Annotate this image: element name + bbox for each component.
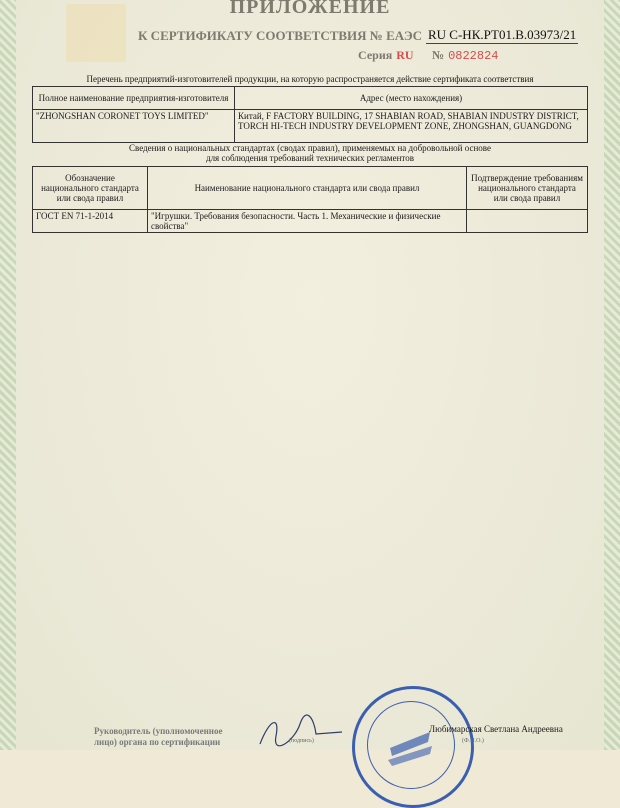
- table-header-row: [33, 167, 588, 210]
- column-header: Полное наименование предприятия-изготовителя: [33, 87, 235, 110]
- signature-label-line: лицо) органа по сертификации: [94, 737, 221, 747]
- series-value: RU: [396, 48, 414, 62]
- signer-caption: (Ф.И.О.): [462, 738, 484, 744]
- manufacturers-table: [32, 86, 588, 143]
- official-seal: [352, 686, 474, 808]
- series-label: Серия: [358, 48, 393, 62]
- column-header: Подтверждение требованиям национального стандарта или свода правил: [467, 167, 588, 210]
- standard-designation-cell: ГОСТ EN 71-1-2014: [33, 210, 148, 233]
- signer-name: Любимарская Светлана Андреевна: [429, 724, 563, 734]
- column-header: Наименование национального стандарта или свода правил: [148, 167, 467, 210]
- standards-caption-line: для соблюдения требований технических регламентов: [205, 153, 414, 163]
- manufacturer-address-cell: Китай, F FACTORY BUILDING, 17 SHABIAN ROAD, SHABIAN INDUSTRY DISTRICT, TORCH HI-TECH INDUSTRY DEVELOPMENT ZONE, ZHONGSHAN, GUANGDONG: [235, 110, 588, 143]
- signature-label-line: Руководитель (уполномоченное: [94, 726, 223, 736]
- column-header: Адрес (место нахождения): [235, 87, 588, 110]
- seal-graphic: [352, 686, 468, 802]
- handwritten-signature: [256, 712, 346, 750]
- blank-number-label: №: [432, 48, 445, 62]
- column-header: Обозначение национального стандарта или свода правил: [33, 167, 148, 210]
- table-row: [33, 110, 588, 143]
- standards-caption-line: Сведения о национальных стандартах (сводах правил), применяемых на добровольной основе: [129, 143, 491, 153]
- blank-number-value: 0822824: [448, 49, 499, 63]
- manufacturers-caption: Перечень предприятий-изготовителей продукции, на которую распространяется действие сертификата соответствия: [86, 74, 534, 84]
- standard-name-cell: "Игрушки. Требования безопасности. Часть 1. Механические и физические свойства": [148, 210, 467, 233]
- standards-table: [32, 166, 588, 233]
- page-title: ПРИЛОЖЕНИЕ: [229, 0, 391, 18]
- decorative-border-right: [604, 0, 620, 750]
- certificate-number: RU С-НК.РТ01.В.03973/21: [428, 27, 577, 42]
- series-field: [358, 48, 414, 63]
- manufacturer-name-cell: "ZHONGSHAN CORONET TOYS LIMITED": [33, 110, 235, 143]
- blank-number-field: [432, 48, 498, 63]
- signature-label: [94, 726, 222, 748]
- decorative-border-left: [0, 0, 16, 750]
- standard-confirmation-cell: [467, 210, 588, 233]
- table-row: [33, 210, 588, 233]
- signature-caption: (подпись): [289, 738, 314, 744]
- table-header-row: [33, 87, 588, 110]
- page-subtitle: К СЕРТИФИКАТУ СООТВЕТСТВИЯ № ЕАЭС: [138, 28, 423, 43]
- standards-caption: [32, 143, 588, 163]
